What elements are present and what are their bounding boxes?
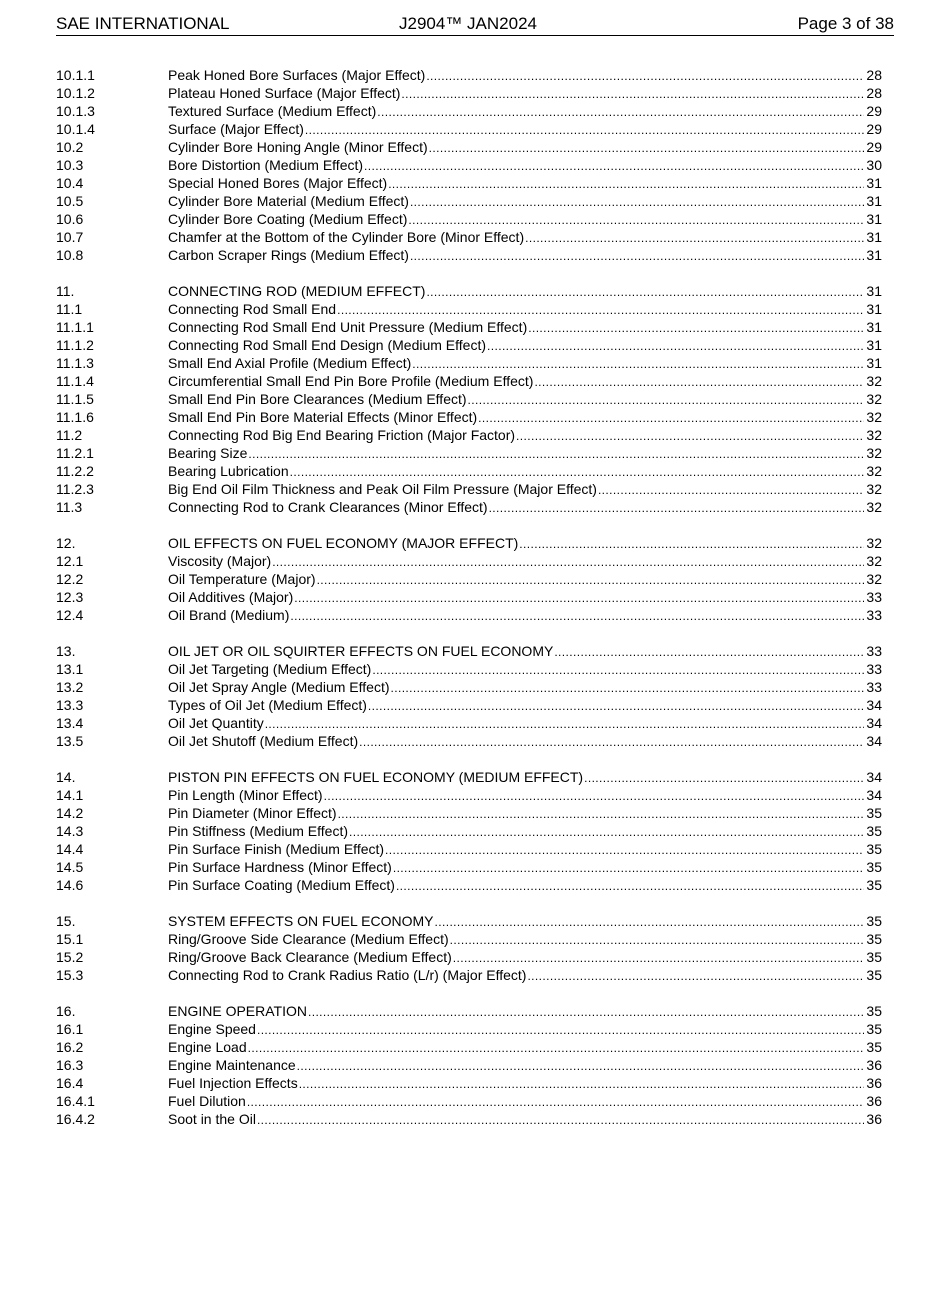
toc-entry-page: 32: [866, 571, 882, 587]
toc-entry-page: 34: [866, 733, 882, 749]
toc-entry-number: 16.3: [56, 1057, 84, 1073]
toc-entry[interactable]: [56, 228, 882, 246]
toc-entry-number: 12.2: [56, 571, 84, 587]
toc-entry-title: Carbon Scraper Rings (Medium Effect): [168, 247, 409, 263]
toc-entry-number: 10.2: [56, 139, 84, 155]
toc-entry-page: 35: [866, 823, 882, 839]
toc-entry-number: 12.4: [56, 607, 84, 623]
toc-entry-number: 11.1.1: [56, 319, 94, 335]
toc-entry-title: Viscosity (Major): [168, 553, 272, 569]
toc-entry-page: 35: [866, 805, 882, 821]
toc-entry[interactable]: [56, 732, 882, 750]
dot-leader: [401, 85, 864, 103]
toc-entry[interactable]: [56, 678, 882, 696]
toc-entry-title: Cylinder Bore Honing Angle (Minor Effect): [168, 139, 428, 155]
toc-entry-title: Oil Jet Shutoff (Medium Effect): [168, 733, 359, 749]
toc-entry-number: 12.1: [56, 553, 84, 569]
toc-entry-title: Big End Oil Film Thickness and Peak Oil Film Pressure (Major Effect): [168, 481, 597, 497]
toc-entry[interactable]: [56, 912, 882, 930]
dot-leader: [337, 301, 864, 319]
toc-entry-page: 33: [866, 679, 882, 695]
toc-entry-number: 13.1: [56, 661, 84, 677]
toc-entry-title: Fuel Dilution: [168, 1093, 246, 1109]
toc-entry[interactable]: [56, 102, 882, 120]
toc-entry-title: Circumferential Small End Pin Bore Profile (Medium Effect): [168, 373, 534, 389]
toc-entry-title: OIL EFFECTS ON FUEL ECONOMY (MAJOR EFFECT): [168, 535, 519, 551]
dot-leader: [359, 733, 864, 751]
toc-entry-number: 16.4.1: [56, 1093, 95, 1109]
dot-leader: [265, 715, 864, 733]
toc-entry-page: 36: [866, 1093, 882, 1109]
toc-entry[interactable]: [56, 570, 882, 588]
toc-entry[interactable]: [56, 138, 882, 156]
toc-entry-number: 13.: [56, 643, 76, 659]
toc-entry-title: Small End Axial Profile (Medium Effect): [168, 355, 412, 371]
toc-entry-number: 14.6: [56, 877, 84, 893]
toc-entry-number: 12.3: [56, 589, 84, 605]
toc-entry-title: Connecting Rod to Crank Radius Ratio (L/r) (Major Effect): [168, 967, 527, 983]
toc-entry-page: 31: [866, 175, 882, 191]
dot-leader: [257, 1021, 864, 1039]
toc-entry[interactable]: [56, 786, 882, 804]
toc-section: [56, 1002, 882, 1128]
toc-entry-number: 10.1.2: [56, 85, 95, 101]
toc-entry-number: 14.5: [56, 859, 84, 875]
toc-entry-page: 32: [866, 409, 882, 425]
toc-entry-number: 13.4: [56, 715, 84, 731]
toc-entry-page: 32: [866, 463, 882, 479]
toc-entry-title: Oil Jet Targeting (Medium Effect): [168, 661, 372, 677]
toc-entry-page: 32: [866, 427, 882, 443]
toc-entry[interactable]: [56, 930, 882, 948]
toc-entry-number: 16.: [56, 1003, 76, 1019]
dot-leader: [297, 1057, 864, 1075]
toc-entry-number: 10.8: [56, 247, 84, 263]
toc-entry-number: 10.3: [56, 157, 84, 173]
toc-entry-title: Connecting Rod Small End Design (Medium Effect): [168, 337, 487, 353]
dot-leader: [554, 643, 864, 661]
dot-leader: [247, 1093, 864, 1111]
toc-entry-title: Engine Speed: [168, 1021, 256, 1037]
toc-entry[interactable]: [56, 858, 882, 876]
toc-entry-page: 31: [866, 301, 882, 317]
toc-entry[interactable]: [56, 336, 882, 354]
toc-entry-number: 10.1.4: [56, 121, 95, 137]
toc-entry[interactable]: [56, 210, 882, 228]
dot-leader: [272, 553, 864, 571]
dot-leader: [385, 841, 864, 859]
toc-entry-number: 11.1.4: [56, 373, 94, 389]
dot-leader: [290, 607, 864, 625]
dot-leader: [450, 931, 864, 949]
toc-entry-title: Oil Brand (Medium): [168, 607, 290, 623]
toc-entry[interactable]: [56, 354, 882, 372]
toc-entry-page: 35: [866, 1039, 882, 1055]
toc-entry-number: 15.3: [56, 967, 84, 983]
toc-entry-number: 14.2: [56, 805, 84, 821]
toc-entry-page: 31: [866, 211, 882, 227]
toc-entry-page: 35: [866, 859, 882, 875]
dot-leader: [429, 139, 864, 157]
toc-entry-page: 34: [866, 715, 882, 731]
toc-entry-title: Ring/Groove Side Clearance (Medium Effect): [168, 931, 449, 947]
toc-entry-title: Pin Surface Hardness (Minor Effect): [168, 859, 392, 875]
toc-entry-title: Connecting Rod Small End: [168, 301, 337, 317]
toc-entry-number: 11.2.3: [56, 481, 94, 497]
toc-entry-title: Oil Jet Quantity: [168, 715, 264, 731]
toc-entry-page: 36: [866, 1057, 882, 1073]
toc-entry[interactable]: [56, 1038, 882, 1056]
toc-entry[interactable]: [56, 696, 882, 714]
toc-entry[interactable]: [56, 804, 882, 822]
dot-leader: [308, 1003, 864, 1021]
toc-entry-title: Surface (Major Effect): [168, 121, 304, 137]
dot-leader: [527, 967, 864, 985]
toc-entry-title: Bore Distortion (Medium Effect): [168, 157, 364, 173]
toc-entry-title: Types of Oil Jet (Medium Effect): [168, 697, 367, 713]
toc-entry-title: Cylinder Bore Coating (Medium Effect): [168, 211, 408, 227]
toc-entry-number: 11.2.1: [56, 445, 94, 461]
toc-entry-number: 15.1: [56, 931, 84, 947]
toc-entry-number: 11.1: [56, 301, 83, 317]
toc-entry[interactable]: [56, 372, 882, 390]
toc-entry[interactable]: [56, 480, 882, 498]
page-number: Page 3 of 38: [797, 14, 894, 33]
dot-leader: [338, 805, 864, 823]
toc-entry[interactable]: [56, 192, 882, 210]
toc-entry-number: 13.2: [56, 679, 84, 695]
toc-entry[interactable]: [56, 1110, 882, 1128]
toc-entry[interactable]: [56, 120, 882, 138]
toc-entry-number: 14.3: [56, 823, 84, 839]
toc-entry-page: 34: [866, 697, 882, 713]
toc-entry-number: 11.: [56, 283, 75, 299]
dot-leader: [396, 877, 864, 895]
dot-leader: [412, 355, 864, 373]
dot-leader: [426, 283, 864, 301]
toc-entry[interactable]: [56, 714, 882, 732]
toc-entry-number: 10.5: [56, 193, 84, 209]
toc-entry-number: 14.: [56, 769, 76, 785]
toc-entry[interactable]: [56, 660, 882, 678]
dot-leader: [372, 661, 864, 679]
toc-entry-number: 11.1.2: [56, 337, 94, 353]
toc-entry-title: Connecting Rod Small End Unit Pressure (Medium Effect): [168, 319, 528, 335]
toc-entry-number: 10.7: [56, 229, 84, 245]
publisher-name: SAE INTERNATIONAL: [56, 14, 230, 33]
toc-entry-title: Ring/Groove Back Clearance (Medium Effect): [168, 949, 452, 965]
toc-entry-title: Engine Maintenance: [168, 1057, 296, 1073]
document-id: J2904™ JAN2024: [399, 14, 537, 33]
toc-entry-page: 31: [866, 337, 882, 353]
toc-entry-title: ENGINE OPERATION: [168, 1003, 307, 1019]
toc-entry[interactable]: [56, 1092, 882, 1110]
dot-leader: [487, 337, 864, 355]
toc-entry[interactable]: [56, 246, 882, 264]
toc-entry[interactable]: [56, 174, 882, 192]
toc-entry-number: 10.1.3: [56, 103, 95, 119]
toc-entry-page: 31: [866, 229, 882, 245]
toc-entry-title: Oil Additives (Major): [168, 589, 294, 605]
toc-section: [56, 282, 882, 516]
toc-entry[interactable]: [56, 642, 882, 660]
toc-entry[interactable]: [56, 318, 882, 336]
toc-entry[interactable]: [56, 606, 882, 624]
toc-entry[interactable]: [56, 408, 882, 426]
toc-entry[interactable]: [56, 876, 882, 894]
toc-entry-title: Special Honed Bores (Major Effect): [168, 175, 388, 191]
dot-leader: [294, 589, 864, 607]
toc-section: [56, 912, 882, 984]
toc-entry-title: Pin Diameter (Minor Effect): [168, 805, 337, 821]
dot-leader: [478, 409, 864, 427]
toc-entry-title: Bearing Lubrication: [168, 463, 289, 479]
toc-entry-page: 33: [866, 643, 882, 659]
dot-leader: [525, 229, 864, 247]
toc-entry-page: 29: [866, 139, 882, 155]
toc-entry-page: 31: [866, 193, 882, 209]
toc-section: [56, 66, 882, 264]
toc-entry-title: Pin Surface Coating (Medium Effect): [168, 877, 395, 893]
toc-section: [56, 768, 882, 894]
toc-entry-title: CONNECTING ROD (MEDIUM EFFECT): [168, 283, 426, 299]
toc-entry-page: 32: [866, 481, 882, 497]
toc-entry-title: Oil Jet Spray Angle (Medium Effect): [168, 679, 390, 695]
toc-entry[interactable]: [56, 426, 882, 444]
dot-leader: [410, 193, 864, 211]
toc-entry[interactable]: [56, 1002, 882, 1020]
toc-entry-page: 32: [866, 391, 882, 407]
table-of-contents: [56, 66, 882, 1146]
toc-entry[interactable]: [56, 588, 882, 606]
toc-entry-title: Oil Temperature (Major): [168, 571, 316, 587]
toc-entry-page: 32: [866, 535, 882, 551]
dot-leader: [489, 499, 864, 517]
toc-entry-number: 11.3: [56, 499, 83, 515]
toc-entry-number: 16.1: [56, 1021, 84, 1037]
toc-entry-page: 35: [866, 1021, 882, 1037]
toc-entry[interactable]: [56, 498, 882, 516]
toc-entry[interactable]: [56, 822, 882, 840]
toc-entry-title: OIL JET OR OIL SQUIRTER EFFECTS ON FUEL ECONOMY: [168, 643, 554, 659]
toc-entry-page: 31: [866, 247, 882, 263]
toc-entry[interactable]: [56, 66, 882, 84]
toc-entry[interactable]: [56, 390, 882, 408]
toc-section: [56, 534, 882, 624]
dot-leader: [257, 1111, 864, 1129]
toc-entry-page: 32: [866, 553, 882, 569]
toc-entry-page: 32: [866, 373, 882, 389]
toc-entry-title: Small End Pin Bore Material Effects (Minor Effect): [168, 409, 478, 425]
toc-entry-title: Small End Pin Bore Clearances (Medium Effect): [168, 391, 467, 407]
toc-entry-number: 16.4.2: [56, 1111, 95, 1127]
toc-entry-page: 33: [866, 661, 882, 677]
dot-leader: [584, 769, 864, 787]
dot-leader: [516, 427, 864, 445]
toc-entry-page: 35: [866, 841, 882, 857]
toc-entry[interactable]: [56, 1074, 882, 1092]
dot-leader: [391, 679, 865, 697]
dot-leader: [598, 481, 864, 499]
toc-entry-number: 10.6: [56, 211, 84, 227]
dot-leader: [248, 1039, 864, 1057]
toc-entry-number: 15.: [56, 913, 76, 929]
toc-entry[interactable]: [56, 282, 882, 300]
toc-entry-title: Engine Load: [168, 1039, 247, 1055]
toc-entry-page: 29: [866, 103, 882, 119]
toc-entry-number: 13.5: [56, 733, 84, 749]
toc-entry-title: Soot in the Oil: [168, 1111, 256, 1127]
toc-entry-number: 10.4: [56, 175, 84, 191]
toc-entry-number: 11.1.5: [56, 391, 94, 407]
dot-leader: [534, 373, 864, 391]
dot-leader: [349, 823, 864, 841]
toc-entry-title: Connecting Rod Big End Bearing Friction (Major Factor): [168, 427, 516, 443]
dot-leader: [317, 571, 864, 589]
dot-leader: [393, 859, 864, 877]
toc-entry[interactable]: [56, 444, 882, 462]
dot-leader: [426, 67, 864, 85]
toc-entry-title: Pin Surface Finish (Medium Effect): [168, 841, 385, 857]
toc-entry-number: 14.1: [56, 787, 84, 803]
toc-entry[interactable]: [56, 948, 882, 966]
toc-entry-page: 31: [866, 319, 882, 335]
dot-leader: [528, 319, 864, 337]
dot-leader: [377, 103, 864, 121]
dot-leader: [324, 787, 864, 805]
toc-entry-page: 34: [866, 787, 882, 803]
dot-leader: [364, 157, 864, 175]
toc-entry[interactable]: [56, 966, 882, 984]
dot-leader: [468, 391, 864, 409]
toc-entry-number: 11.1.6: [56, 409, 94, 425]
toc-entry-number: 11.2.2: [56, 463, 94, 479]
toc-entry[interactable]: [56, 1056, 882, 1074]
dot-leader: [290, 463, 864, 481]
toc-entry-number: 11.1.3: [56, 355, 94, 371]
dot-leader: [299, 1075, 864, 1093]
toc-entry-title: SYSTEM EFFECTS ON FUEL ECONOMY: [168, 913, 434, 929]
toc-entry-page: 34: [866, 769, 882, 785]
toc-entry-title: Cylinder Bore Material (Medium Effect): [168, 193, 409, 209]
toc-entry-page: 33: [866, 589, 882, 605]
toc-entry-title: Fuel Injection Effects: [168, 1075, 298, 1091]
toc-entry-page: 35: [866, 931, 882, 947]
toc-entry[interactable]: [56, 300, 882, 318]
dot-leader: [519, 535, 864, 553]
toc-entry[interactable]: [56, 534, 882, 552]
toc-entry-title: Connecting Rod to Crank Clearances (Minor Effect): [168, 499, 488, 515]
toc-entry-page: 35: [866, 877, 882, 893]
dot-leader: [305, 121, 864, 139]
toc-entry-title: Chamfer at the Bottom of the Cylinder Bore (Minor Effect): [168, 229, 525, 245]
toc-entry-page: 36: [866, 1111, 882, 1127]
dot-leader: [435, 913, 864, 931]
toc-entry-page: 35: [866, 1003, 882, 1019]
toc-entry-number: 15.2: [56, 949, 84, 965]
toc-entry-number: 14.4: [56, 841, 84, 857]
toc-entry-page: 35: [866, 913, 882, 929]
toc-entry-title: Pin Length (Minor Effect): [168, 787, 323, 803]
dot-leader: [388, 175, 864, 193]
toc-entry-page: 28: [866, 85, 882, 101]
toc-entry-page: 35: [866, 967, 882, 983]
toc-entry-page: 31: [866, 283, 882, 299]
toc-entry-page: 32: [866, 445, 882, 461]
toc-entry-page: 31: [866, 355, 882, 371]
toc-entry-page: 32: [866, 499, 882, 515]
toc-entry-number: 11.2: [56, 427, 83, 443]
toc-entry-number: 13.3: [56, 697, 84, 713]
toc-entry-title: Pin Stiffness (Medium Effect): [168, 823, 348, 839]
toc-entry[interactable]: [56, 768, 882, 786]
toc-entry-page: 33: [866, 607, 882, 623]
page-header: [56, 13, 894, 36]
dot-leader: [368, 697, 864, 715]
dot-leader: [410, 247, 864, 265]
toc-entry[interactable]: [56, 552, 882, 570]
toc-entry-number: 16.4: [56, 1075, 84, 1091]
toc-entry-page: 36: [866, 1075, 882, 1091]
toc-entry-title: Plateau Honed Surface (Major Effect): [168, 85, 401, 101]
toc-entry[interactable]: [56, 84, 882, 102]
toc-entry-title: PISTON PIN EFFECTS ON FUEL ECONOMY (MEDIUM EFFECT): [168, 769, 584, 785]
toc-entry-page: 29: [866, 121, 882, 137]
toc-entry-page: 28: [866, 67, 882, 83]
toc-entry-number: 10.1.1: [56, 67, 95, 83]
toc-entry[interactable]: [56, 840, 882, 858]
toc-entry-page: 35: [866, 949, 882, 965]
dot-leader: [408, 211, 864, 229]
toc-entry-title: Peak Honed Bore Surfaces (Major Effect): [168, 67, 426, 83]
toc-entry[interactable]: [56, 1020, 882, 1038]
dot-leader: [453, 949, 864, 967]
toc-entry-title: Textured Surface (Medium Effect): [168, 103, 377, 119]
toc-entry[interactable]: [56, 156, 882, 174]
toc-entry-number: 16.2: [56, 1039, 84, 1055]
dot-leader: [248, 445, 864, 463]
toc-entry[interactable]: [56, 462, 882, 480]
toc-entry-title: Bearing Size: [168, 445, 248, 461]
toc-section: [56, 642, 882, 750]
toc-entry-page: 30: [866, 157, 882, 173]
toc-entry-number: 12.: [56, 535, 76, 551]
